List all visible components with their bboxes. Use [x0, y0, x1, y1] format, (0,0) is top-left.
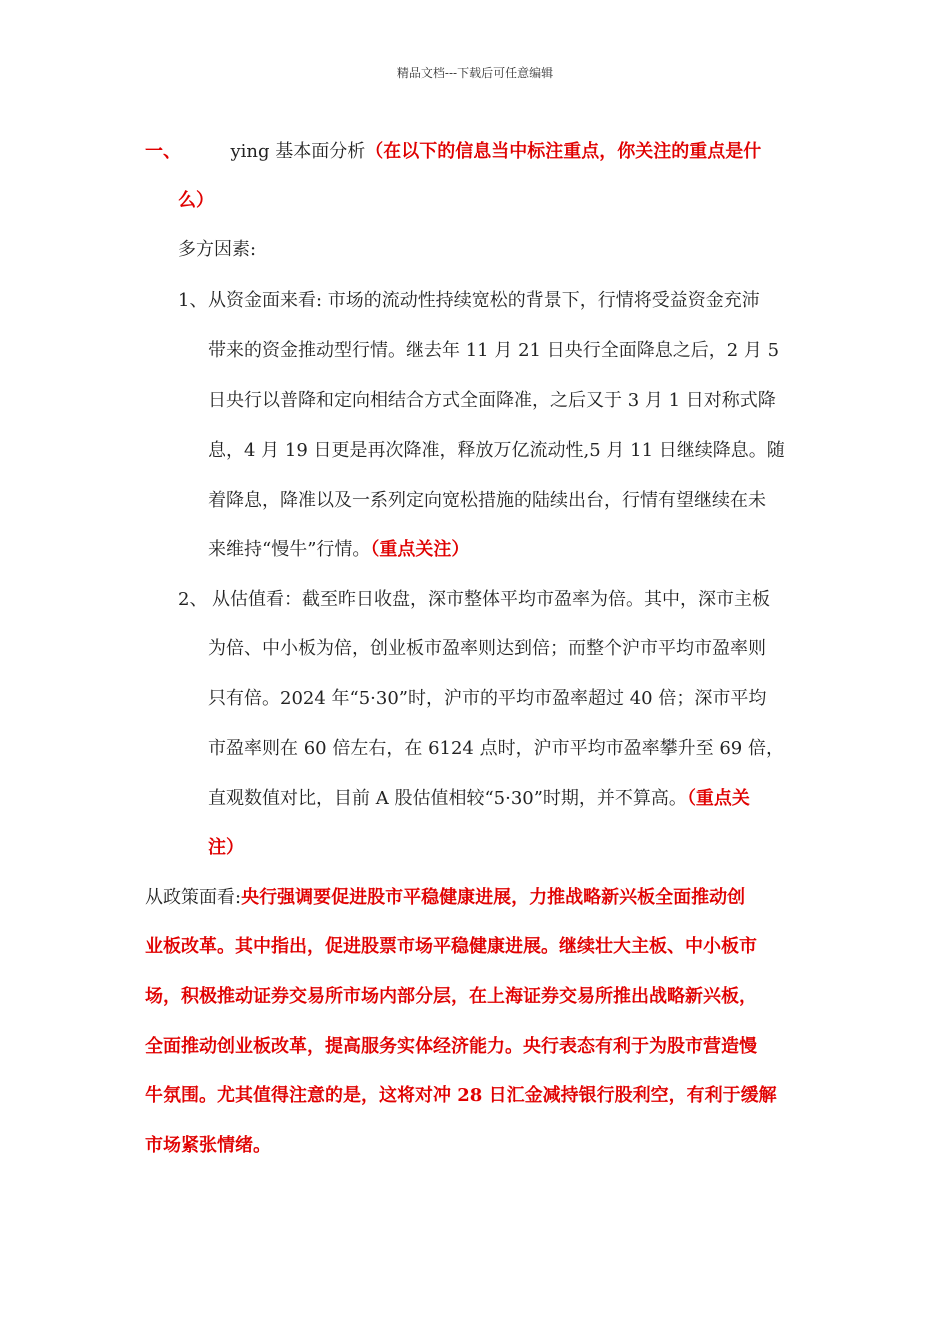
policy-line: 业板改革。其中指出，促进股票市场平稳健康进展。继续壮大主板、中小板市	[145, 936, 757, 957]
policy-text: 央行强调要促进股市平稳健康进展，力推战略新兴板全面推动创	[241, 887, 746, 908]
item1-last-line	[208, 538, 469, 562]
item1-last-text: 来维持“慢牛”行情。	[208, 539, 371, 560]
item2-line: 市盈率则在 60 倍左右，在 6124 点时，沪市平均市盈率攀升至 69 倍，	[208, 738, 784, 759]
item2-line-5	[208, 787, 750, 811]
item1-line: 从资金面来看: 市场的流动性持续宽松的背景下，行情将受益资金充沛	[208, 290, 760, 311]
page-header: 精品文档---下载后可任意编辑	[396, 66, 554, 80]
item1-number: 1、	[178, 290, 208, 311]
section-number: 一、	[145, 141, 181, 162]
policy-line-1	[145, 886, 745, 910]
item2-focus-note: （重点关	[686, 788, 750, 809]
section-note: （在以下的信息当中标注重点，你关注的重点是什	[365, 141, 762, 162]
item1-line: 着降息，降准以及一系列定向宽松措施的陆续出台，行情有望继续在未	[208, 490, 766, 511]
policy-line: 牛氛围。尤其值得注意的是，这将对冲 28 日汇金减持银行股利空，有利于缓解	[145, 1085, 777, 1106]
policy-line: 场，积极推动证券交易所市场内部分层，在上海证券交易所推出战略新兴板，	[145, 986, 757, 1007]
item2-line5-text: 直观数值对比，目前 A 股估值相较“5·30”时期，并不算高。	[208, 788, 687, 809]
factors-label: 多方因素:	[178, 239, 257, 260]
item2-number: 2、	[178, 589, 208, 610]
section-heading	[145, 140, 761, 164]
item2-focus-note-continued: 注）	[208, 837, 244, 858]
policy-line: 市场紧张情绪。	[145, 1135, 271, 1156]
policy-label: 从政策面看:	[145, 887, 242, 908]
item1-line: 带来的资金推动型行情。继去年 11 月 21 日央行全面降息之后，2 月 5	[208, 340, 780, 361]
item2-line: 从估值看：截至昨日收盘，深市整体平均市盈率为倍。其中，深市主板	[212, 589, 770, 610]
item1-focus-note: （重点关注）	[370, 539, 470, 560]
item2-line: 为倍、中小板为倍，创业板市盈率则达到倍；而整个沪市平均市盈率则	[208, 638, 766, 659]
policy-line: 全面推动创业板改革，提高服务实体经济能力。央行表态有利于为股市营造慢	[145, 1036, 757, 1057]
item1-line: 日央行以普降和定向相结合方式全面降准，之后又于 3 月 1 日对称式降	[208, 390, 776, 411]
section-title: ying 基本面分析	[230, 141, 366, 162]
item2-line: 只有倍。2024 年“5·30”时，沪市的平均市盈率超过 40 倍；深市平均	[208, 688, 767, 709]
section-note-continued: 么）	[178, 190, 214, 211]
item1-line: 息，4 月 19 日更是再次降准，释放万亿流动性,5 月 11 日继续降息。随	[208, 440, 785, 461]
